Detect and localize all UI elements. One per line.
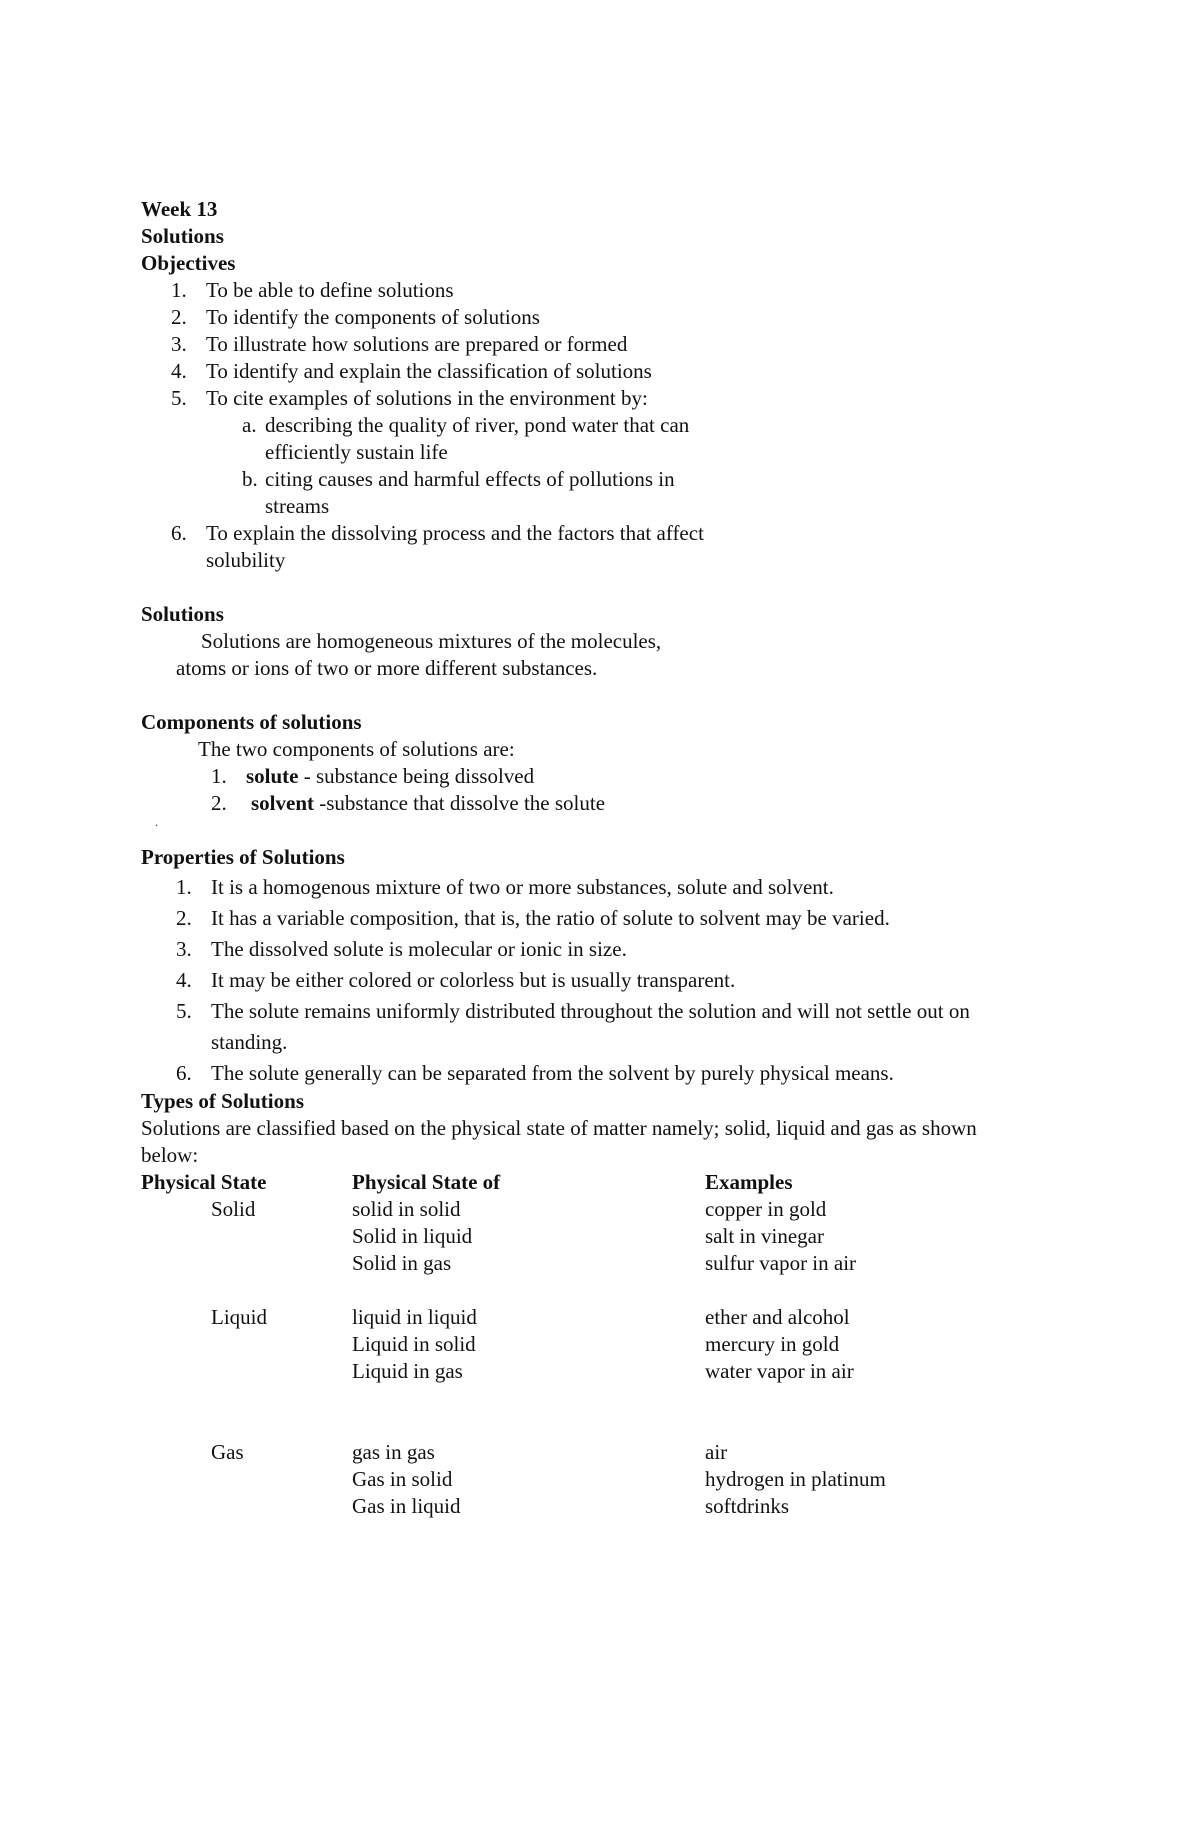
component-number: 1. [211, 764, 227, 788]
component-description: - substance being dissolved [298, 764, 535, 788]
table-cell-example: air [705, 1440, 728, 1464]
objective-text: To identify the components of solutions [206, 305, 540, 329]
table-cell-physical-state-of: Gas in solid [352, 1467, 453, 1491]
table-cell-example: softdrinks [705, 1494, 789, 1518]
week-label: Week 13 [141, 197, 218, 221]
table-cell-physical-state-of: liquid in liquid [352, 1305, 477, 1329]
component-description: -substance that dissolve the solute [314, 791, 606, 815]
property-text: It is a homogenous mixture of two or more substances, solute and solvent. [211, 875, 834, 899]
table-cell-example: mercury in gold [705, 1332, 840, 1356]
table-cell-physical-state-of: solid in solid [352, 1197, 461, 1221]
table-cell-physical-state-of: Solid in liquid [352, 1224, 473, 1248]
column-header-physical-state: Physical State [141, 1170, 267, 1194]
objective-number: 2. [171, 305, 187, 329]
component-term: solvent [251, 791, 314, 815]
objective-number: 6. [171, 521, 187, 545]
column-header-physical-state-of: Physical State of [352, 1170, 501, 1194]
table-cell-example: sulfur vapor in air [705, 1251, 857, 1275]
component-term: solute [246, 764, 299, 788]
definition-line: atoms or ions of two or more different substances. [176, 656, 598, 680]
objective-text: To explain the dissolving process and the factors that affect [206, 521, 704, 545]
objective-number: 1. [171, 278, 187, 302]
table-cell-example: copper in gold [705, 1197, 827, 1221]
table-cell-state: Gas [211, 1440, 244, 1464]
table-cell-state: Liquid [211, 1305, 267, 1329]
property-text: It may be either colored or colorless but is usually transparent. [211, 968, 736, 992]
types-heading: Types of Solutions [141, 1089, 304, 1113]
property-text: It has a variable composition, that is, the ratio of solute to solvent may be varied. [211, 906, 890, 930]
table-cell-physical-state-of: gas in gas [352, 1440, 435, 1464]
definition-line: Solutions are homogeneous mixtures of the molecules, [201, 629, 662, 653]
property-number: 1. [176, 875, 192, 899]
subitem-text-continued: streams [265, 494, 330, 518]
types-intro-continued: below: [141, 1143, 199, 1167]
component-number: 2. [211, 791, 227, 815]
subitem-letter: b. [242, 467, 258, 491]
definition-heading: Solutions [141, 602, 224, 626]
objective-text: To identify and explain the classification of solutions [206, 359, 652, 383]
subitem-text: citing causes and harmful effects of pollutions in [265, 467, 675, 491]
property-number: 4. [176, 968, 192, 992]
property-number: 3. [176, 937, 192, 961]
property-text: The dissolved solute is molecular or ionic in size. [211, 937, 627, 961]
property-number: 6. [176, 1061, 192, 1085]
components-heading: Components of solutions [141, 710, 362, 734]
component-item [246, 766, 534, 787]
objective-text: To cite examples of solutions in the environment by: [206, 386, 648, 410]
table-cell-physical-state-of: Gas in liquid [352, 1494, 461, 1518]
table-cell-example: water vapor in air [705, 1359, 854, 1383]
property-text: The solute remains uniformly distributed throughout the solution and will not settle out on [211, 999, 970, 1023]
table-cell-example: salt in vinegar [705, 1224, 824, 1248]
table-cell-physical-state-of: Liquid in solid [352, 1332, 476, 1356]
table-cell-example: ether and alcohol [705, 1305, 850, 1329]
column-header-examples: Examples [705, 1170, 793, 1194]
objective-text: To illustrate how solutions are prepared or formed [206, 332, 628, 356]
property-text-continued: standing. [211, 1030, 288, 1054]
property-number: 2. [176, 906, 192, 930]
types-intro: Solutions are classified based on the physical state of matter namely; solid, liquid and gas as shown [141, 1116, 977, 1140]
subitem-text: describing the quality of river, pond water that can [265, 413, 690, 437]
objective-text: To be able to define solutions [206, 278, 454, 302]
stray-mark: . [155, 815, 158, 829]
objective-number: 3. [171, 332, 187, 356]
objective-number: 4. [171, 359, 187, 383]
subitem-letter: a. [242, 413, 257, 437]
property-number: 5. [176, 999, 192, 1023]
objectives-heading: Objectives [141, 251, 236, 275]
table-cell-physical-state-of: Liquid in gas [352, 1359, 463, 1383]
properties-heading: Properties of Solutions [141, 845, 345, 869]
page-title: Solutions [141, 224, 224, 248]
subitem-text-continued: efficiently sustain life [265, 440, 448, 464]
table-cell-state: Solid [211, 1197, 256, 1221]
table-cell-example: hydrogen in platinum [705, 1467, 886, 1491]
table-cell-physical-state-of: Solid in gas [352, 1251, 452, 1275]
components-intro: The two components of solutions are: [198, 737, 515, 761]
objective-number: 5. [171, 386, 187, 410]
property-text: The solute generally can be separated from the solvent by purely physical means. [211, 1061, 894, 1085]
objective-text-continued: solubility [206, 548, 286, 572]
component-item [251, 793, 605, 814]
